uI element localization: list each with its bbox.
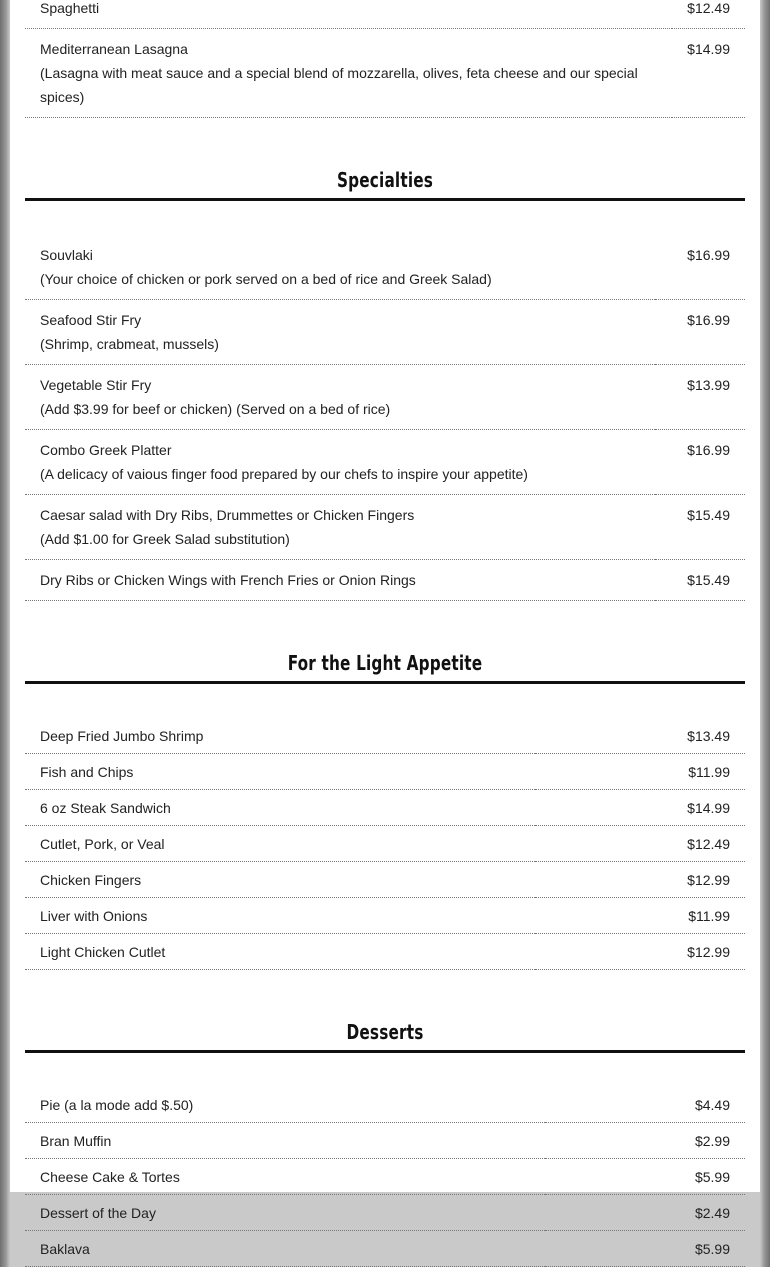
item-price: $13.99 (655, 365, 745, 430)
item-name: Souvlaki (40, 247, 93, 263)
menu-item (25, 1159, 745, 1195)
item-name: Fish and Chips (25, 754, 535, 790)
menu-item (25, 1123, 745, 1159)
item-price: $11.99 (535, 898, 745, 934)
menu-item (25, 1195, 745, 1231)
item-price: $5.99 (545, 1159, 745, 1195)
item-price: $4.49 (545, 1087, 745, 1123)
item-name: Deep Fried Jumbo Shrimp (25, 718, 535, 754)
menu-item (25, 826, 745, 862)
item-name: Caesar salad with Dry Ribs, Drummettes or Chicken Fingers (40, 507, 415, 523)
menu-item (25, 300, 745, 365)
item-price: $2.49 (545, 1195, 745, 1231)
item-name: Cheese Cake & Tortes (25, 1159, 545, 1195)
menu-table-pasta (25, 0, 745, 118)
item-name: Baklava (25, 1231, 545, 1267)
section-title-desserts: Desserts (346, 1020, 424, 1044)
item-name: Chicken Fingers (25, 862, 535, 898)
item-cell (25, 300, 655, 365)
menu-item (25, 0, 745, 29)
item-price: $12.49 (535, 826, 745, 862)
item-name: Light Chicken Cutlet (25, 934, 535, 970)
item-price: $11.99 (535, 754, 745, 790)
item-price: $16.99 (655, 430, 745, 495)
item-name: Mediterranean Lasagna (40, 41, 188, 57)
item-price: $14.99 (672, 29, 745, 118)
item-description: (Add $3.99 for beef or chicken) (Served on a bed of rice) (40, 401, 391, 417)
item-cell (25, 365, 655, 430)
item-name: Seafood Stir Fry (40, 312, 142, 328)
item-cell (25, 495, 655, 560)
item-cell (25, 0, 672, 29)
menu-item (25, 898, 745, 934)
item-cell (25, 29, 672, 118)
menu-table-desserts (25, 1087, 745, 1267)
item-name: Bran Muffin (25, 1123, 545, 1159)
menu-content (25, 0, 745, 1267)
item-price: $13.49 (535, 718, 745, 754)
menu-item (25, 1231, 745, 1267)
menu-item (25, 560, 745, 601)
menu-item (25, 754, 745, 790)
item-cell (25, 430, 655, 495)
item-description: (Shrimp, crabmeat, mussels) (40, 336, 219, 352)
item-name: Spaghetti (40, 0, 100, 16)
menu-item (25, 862, 745, 898)
menu-item (25, 718, 745, 754)
item-name: Liver with Onions (25, 898, 535, 934)
item-price: $12.99 (535, 934, 745, 970)
item-price: $16.99 (655, 235, 745, 300)
menu-item (25, 495, 745, 560)
menu-table-specialties (25, 235, 745, 601)
item-cell (25, 560, 655, 601)
item-price: $14.99 (535, 790, 745, 826)
item-name: Dessert of the Day (25, 1195, 545, 1231)
menu-item (25, 365, 745, 430)
menu-item (25, 430, 745, 495)
menu-item (25, 1087, 745, 1123)
menu-item (25, 934, 745, 970)
item-description: (Your choice of chicken or pork served on a bed of rice and Greek Salad) (40, 271, 492, 287)
menu-item (25, 790, 745, 826)
menu-item (25, 29, 745, 118)
item-price: $5.99 (545, 1231, 745, 1267)
item-price: $15.49 (655, 495, 745, 560)
item-price: $12.99 (535, 862, 745, 898)
item-price: $12.49 (672, 0, 745, 29)
menu-item (25, 235, 745, 300)
item-description: (Lasagna with meat sauce and a special blend of mozzarella, olives, feta cheese and our special spices) (40, 65, 638, 105)
item-name: Cutlet, Pork, or Veal (25, 826, 535, 862)
section-title-specialties: Specialties (336, 168, 434, 192)
item-name: Combo Greek Platter (40, 442, 172, 458)
item-price: $15.49 (655, 560, 745, 601)
item-price: $16.99 (655, 300, 745, 365)
item-cell (25, 235, 655, 300)
menu-table-light-appetite (25, 718, 745, 970)
item-name: Dry Ribs or Chicken Wings with French Fries or Onion Rings (40, 572, 416, 588)
section-title-light-appetite: For the Light Appetite (287, 651, 483, 675)
item-name: Pie (a la mode add $.50) (25, 1087, 545, 1123)
item-name: Vegetable Stir Fry (40, 377, 152, 393)
item-name: 6 oz Steak Sandwich (25, 790, 535, 826)
item-description: (Add $1.00 for Greek Salad substitution) (40, 531, 290, 547)
item-price: $2.99 (545, 1123, 745, 1159)
item-description: (A delicacy of vaious finger food prepared by our chefs to inspire your appetite) (40, 466, 528, 482)
menu-page (10, 0, 760, 1257)
